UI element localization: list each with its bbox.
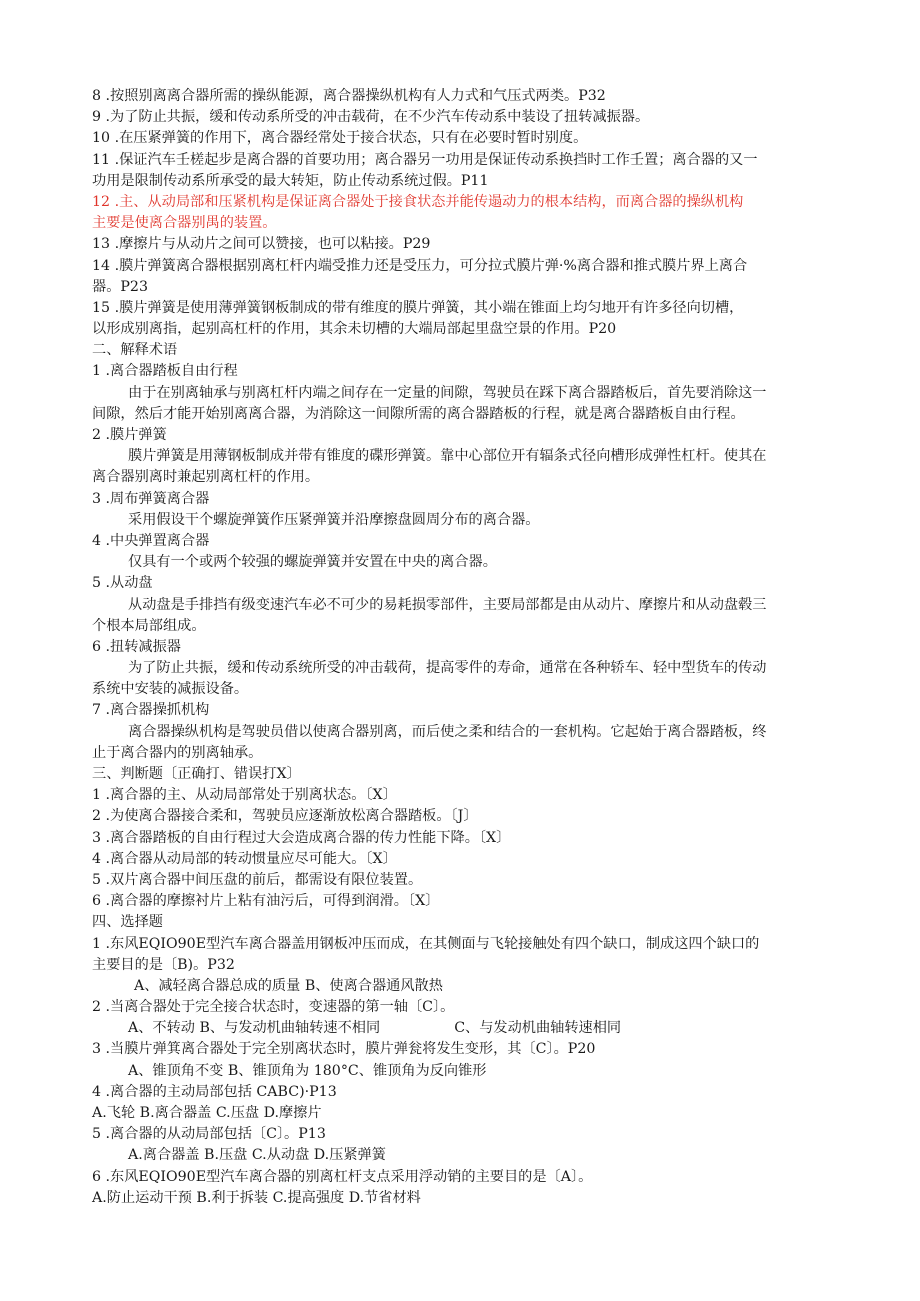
fill-item-11-line1: 11 .保证汽车壬槎起步是离合器的首要功用；离合器另一功用是保证传动系换挡时工作壬置；离合器的又一 [92, 151, 758, 168]
choice-2: 2 .当离合器处于完全接合状态时，变速器的第一轴〔C〕。 [92, 999, 455, 1016]
choice-1-line2: 主要目的是〔B)。P32 [92, 956, 235, 973]
term-1-def-line2: 间隙，然后才能开始别离离合器，为消除这一间隙所需的离合器踏板的行程，就是离合器踏板自由行程。 [92, 405, 745, 422]
choice-3-options: A、锥顶角不变 B、锥顶角为 180°C、锥顶角为反向锥形 [128, 1062, 487, 1079]
choice-1-options: A、减轻离合器总成的质量 B、使离合器通风散热 [134, 977, 443, 994]
fill-item-15-line1: 15 .膜片弹簧是使用薄弹簧钢板制成的带有维度的膜片弹簧，其小端在锥面上均匀地开有许多径向切槽， [92, 299, 744, 316]
term-3-def: 采用假设干个螺旋弹簧作压紧弹簧并沿摩擦盘圆周分布的离合器。 [128, 511, 540, 528]
choice-4: 4 .离合器的主动局部包括 CABC)·P13 [92, 1083, 337, 1100]
term-2-def-line1: 膜片弹簧是用薄钢板制成并带有锥度的碟形弹簧。靠中心部位开有辐条式径向槽形成弹性杠杆。使其在 [128, 448, 767, 465]
term-2-title: 2 .膜片弹簧 [92, 427, 167, 443]
term-1-def-line1: 由于在别离轴承与别离杠杆内端之间存在一定量的间隙，驾驶员在踩下离合器踏板后，首先要消除这一 [128, 384, 767, 401]
term-5-def-line2: 个根本局部组成。 [92, 617, 206, 634]
choice-4-options: A.飞轮 B.离合器盖 C.压盘 D.摩擦片 [92, 1105, 322, 1121]
choice-2-options [92, 1018, 828, 1039]
term-3-title: 3 .周布弹簧离合器 [92, 490, 210, 507]
choice-5: 5 .离合器的从动局部包括〔C〕。P13 [92, 1126, 326, 1143]
choice-6-options: A.防止运动干预 B.利于拆装 C.提高强度 D.节省材料 [92, 1189, 421, 1206]
term-6-title: 6 .扭转减振器 [92, 638, 181, 655]
term-7-title: 7 .离合器操抓机构 [92, 702, 210, 719]
fill-item-12-line2: 主要是使离合器别禺的装置。 [92, 215, 277, 232]
fill-item-11-line2: 功用是限制传动系所承受的最大转矩，防止传动系统过假。P11 [92, 172, 489, 189]
choice-2-options-ab: A、不转动 B、与发动机曲轴转速不相同 [128, 1020, 381, 1037]
term-6-def-line2: 系统中安装的减振设备。 [92, 681, 249, 698]
term-6-def-line1: 为了防止共振，缓和传动系统所受的冲击载荷，提高零件的寿命，通常在各种轿车、轻中型货车的传动 [128, 660, 767, 677]
term-4-title: 4 .中央弹置离合器 [92, 532, 210, 549]
fill-item-8: 8 .按照别离离合器所需的操纵能源，离合器操纵机构有人力式和气压式两类。P32 [92, 88, 606, 104]
term-1-title: 1 .离合器踏板自由行程 [92, 363, 238, 380]
term-5-def-line1: 从动盘是手排挡有级变速汽车必不可少的易耗损零部件，主要局部都是由从动片、摩擦片和从动盘毂三 [128, 596, 767, 613]
judge-item-3: 3 .离合器踏板的自由行程过大会造成离合器的传力性能下降。〔X〕 [92, 829, 511, 846]
judge-item-1: 1 .离合器的主、从动局部常处于别离状态。〔X〕 [92, 787, 397, 804]
document-page [92, 86, 828, 1209]
fill-item-15-line2: 以形成别离指，起别高杠杆的作用，其余未切槽的大端局部起里盘空景的作用。P20 [92, 321, 617, 338]
judge-item-6: 6 .离合器的摩擦衬片上粘有油污后，可得到润滑。〔X〕 [92, 893, 440, 910]
term-7-def-line2: 止于离合器内的别离轴承。 [92, 744, 263, 761]
term-2-def-line2: 离合器别离时兼起别离杠杆的作用。 [92, 469, 320, 486]
section-heading-terms: 二、解释术语 [92, 342, 178, 359]
judge-item-5: 5 .双片离合器中间压盘的前后，都需设有限位装置。 [92, 871, 423, 888]
choice-2-option-c: C、与发动机曲轴转速相同 [454, 1020, 622, 1037]
judge-item-4: 4 .离合器从动局部的转动惯量应尽可能大。〔X〕 [92, 850, 397, 867]
judge-item-2: 2 .为使离合器接合柔和，驾驶员应逐渐放松离合器踏板。〔J〕 [92, 808, 478, 825]
choice-3: 3 .当膜片弹箕离合器处于完全别离状态时，膜片弹瓮将发生变形，其〔C〕。P20 [92, 1041, 596, 1058]
fill-item-14-line2: 器。P23 [92, 278, 148, 295]
fill-item-9: 9 .为了防止共振，缓和传动系所受的冲击载荷，在不少汽车传动系中装设了扭转减振器。 [92, 109, 650, 126]
fill-item-12-line1: 12 .主、从动局部和压紧机构是保证离合器处于接食状态并能传遢动力的根本结构，而离合器的操纵机构 [92, 193, 744, 210]
term-7-def-line1: 离合器操纵机构是驾驶员借以使离合器别离，而后使之柔和结合的一套机构。它起始于离合器踏板，终 [128, 723, 767, 740]
term-4-def: 仅具有一个或两个较强的螺旋弹簧并安置在中央的离合器。 [128, 554, 497, 571]
section-heading-choice: 四、选择题 [92, 914, 163, 931]
choice-6: 6 .东风EQIO90E型汽车离合器的别离杠杆支点采用浮动销的主要目的是〔A〕。 [92, 1168, 593, 1185]
section-heading-judgement: 三、判断题〔正确打、错误打X〕 [92, 766, 301, 782]
fill-item-13: 13 .摩擦片与从动片之间可以赞接，也可以粘接。P29 [92, 236, 431, 253]
term-5-title: 5 .从动盘 [92, 575, 153, 592]
fill-item-10: 10 .在压紧弹簧的作用下，离合器经常处于接合状态，只有在必要时暂时别度。 [92, 130, 588, 147]
choice-1-line1: 1 .东风EQIO90E型汽车离合器盖用钢板冲压而成，在其侧面与飞轮接触处有四个缺口，制成这四个缺口的 [92, 935, 760, 952]
fill-item-14-line1: 14 .膜片弹簧离合器根据别离杠杆内端受推力还是受压力，可分拉式膜片弹·%离合器和推式膜片界上离合 [92, 257, 748, 274]
choice-5-options: A.离合器盖 B.压盘 C.从动盘 D.压紧弹簧 [128, 1147, 386, 1164]
